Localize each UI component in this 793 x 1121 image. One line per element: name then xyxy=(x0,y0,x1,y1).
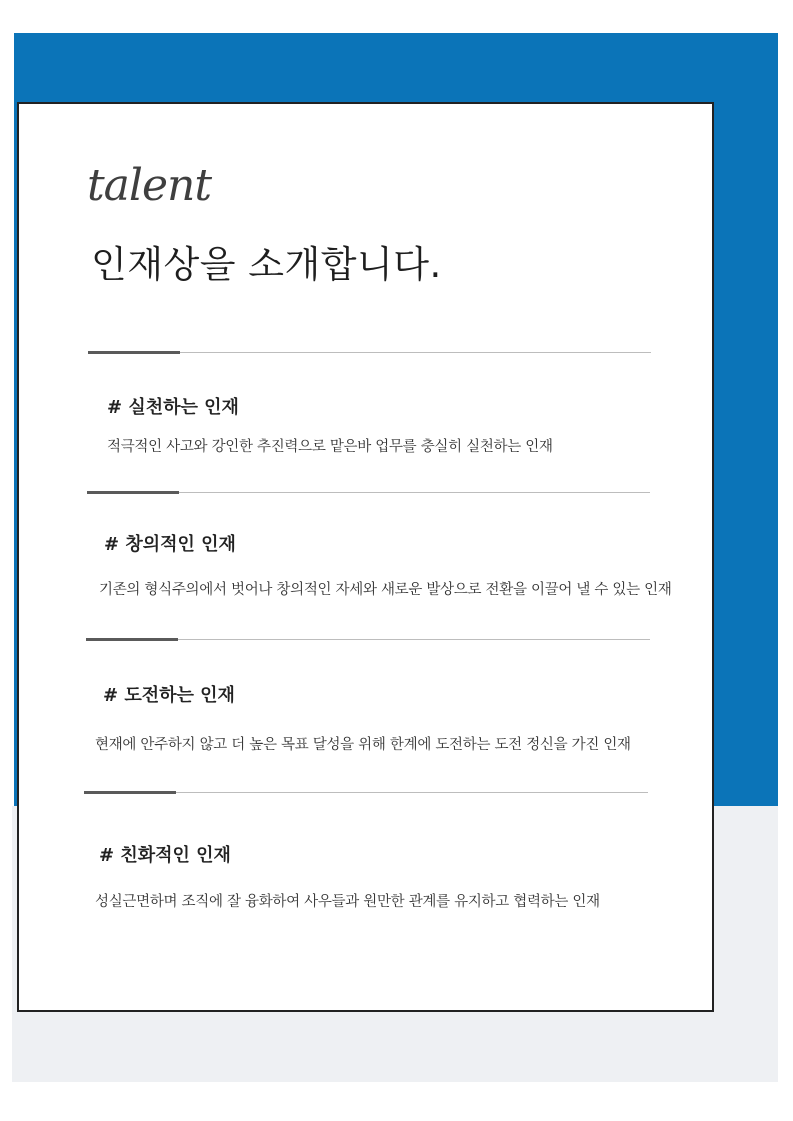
divider-accent xyxy=(88,351,180,354)
section-title-practice: # 실천하는 인재 xyxy=(107,397,239,418)
divider-accent xyxy=(84,791,176,794)
divider-accent xyxy=(87,491,179,494)
section-title-friendly: # 친화적인 인재 xyxy=(99,845,231,866)
section-divider xyxy=(88,352,651,353)
script-heading: talent xyxy=(87,160,212,211)
page-title: 인재상을 소개합니다. xyxy=(91,243,442,286)
section-divider xyxy=(86,639,650,640)
section-divider xyxy=(84,792,648,793)
section-title-creative: # 창의적인 인재 xyxy=(104,534,236,555)
section-desc-practice: 적극적인 사고와 강인한 추진력으로 맡은바 업무를 충실히 실천하는 인재 xyxy=(107,439,553,455)
section-desc-challenge: 현재에 안주하지 않고 더 높은 목표 달성을 위해 한계에 도전하는 도전 정신을 가진 인재 xyxy=(95,737,631,753)
section-desc-creative: 기존의 형식주의에서 벗어나 창의적인 자세와 새로운 발상으로 전환을 이끌어 낼 수 있는 인재 xyxy=(99,582,672,598)
divider-accent xyxy=(86,638,178,641)
section-divider xyxy=(87,492,650,493)
section-title-challenge: # 도전하는 인재 xyxy=(103,685,235,706)
section-desc-friendly: 성실근면하며 조직에 잘 융화하여 사우들과 원만한 관계를 유지하고 협력하는 인재 xyxy=(95,894,600,910)
talent-card xyxy=(17,102,714,1012)
